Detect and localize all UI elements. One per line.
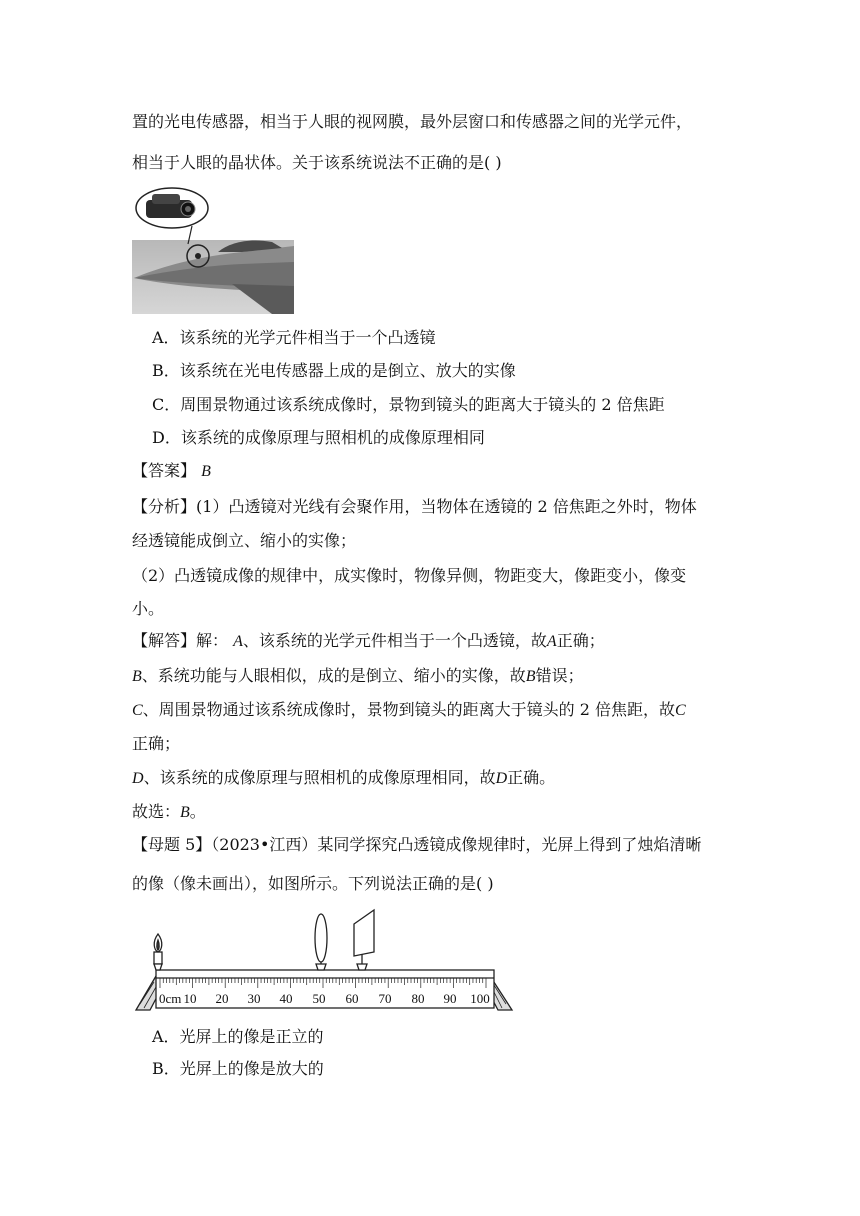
- answer-value: B: [201, 463, 211, 480]
- solution-b-ref: B: [525, 668, 536, 685]
- fighter-jet-sensor-photo: [132, 186, 294, 314]
- analysis-line-4: 小。: [132, 599, 165, 618]
- ruler-tick-label: 30: [247, 991, 261, 1006]
- analysis-text-1: (1）凸透镜对光线有会聚作用，当物体在透镜的 2 倍焦距之外时，物体: [196, 497, 697, 516]
- solution-b-end: 错误；: [535, 666, 584, 685]
- intro-line-2: 相当于人眼的晶状体。关于该系统说法不正确的是( ): [132, 153, 502, 172]
- ruler-tick-label: 60: [345, 991, 359, 1006]
- solution-line-c-end: 正确；: [132, 734, 181, 753]
- ruler-tick-label: 80: [411, 991, 425, 1006]
- answer-label: 【答案】: [132, 461, 197, 480]
- q5-option-a: A．光屏上的像是正立的: [152, 1027, 324, 1046]
- solution-d-end: 正确。: [507, 768, 556, 787]
- optical-bench-diagram: [130, 906, 520, 1016]
- ruler-tick-label: 100: [470, 991, 490, 1006]
- solution-line-a: [132, 630, 605, 653]
- analysis-line-2: 经透镜能成倒立、缩小的实像；: [132, 531, 357, 550]
- q5-line-2: 的像（像未画出），如图所示。下列说法正确的是( ): [132, 874, 494, 893]
- solution-c-letter: C: [132, 702, 143, 719]
- analysis-label: 【分析】: [132, 497, 197, 516]
- intro-line-1: 置的光电传感器，相当于人眼的视网膜，最外层窗口和传感器之间的光学元件，: [132, 112, 693, 131]
- solution-d-ref: D: [495, 770, 508, 787]
- solution-c-text: 、周围景物通过该系统成像时，景物到镜头的距离大于镜头的 2 倍焦距，故: [142, 700, 676, 719]
- solution-label: 【解答】: [132, 631, 197, 650]
- q4-option-c: C．周围景物通过该系统成像时，景物到镜头的距离大于镜头的 2 倍焦距: [152, 395, 665, 414]
- q5-option-b: B．光屏上的像是放大的: [152, 1059, 324, 1078]
- q4-option-b: B．该系统在光电传感器上成的是倒立、放大的实像: [152, 361, 516, 380]
- analysis-line-3: （2）凸透镜成像的规律中，成实像时，物像异侧，物距变大，像距变小，像变: [132, 566, 687, 585]
- solution-d-text: 、该系统的成像原理与照相机的成像原理相同，故: [143, 768, 496, 787]
- choice-end: 。: [189, 802, 206, 821]
- q5-line-1: 【母题 5】（2023•江西）某同学探究凸透镜成像规律时，光屏上得到了烛焰清晰: [132, 835, 702, 854]
- solution-choice: [132, 801, 206, 824]
- solution-c-ref: C: [675, 702, 686, 719]
- ruler-tick-label: 20: [215, 991, 229, 1006]
- solution-d-letter: D: [132, 770, 144, 787]
- choice-label: 故选：: [132, 802, 181, 821]
- q4-option-a: A．该系统的光学元件相当于一个凸透镜: [152, 328, 436, 347]
- ruler-unit-label: 0cm: [159, 991, 182, 1006]
- analysis-line-1: [132, 496, 697, 518]
- solution-a-text: 、该系统的光学元件相当于一个凸透镜，故: [242, 631, 547, 650]
- ruler-tick-label: 10: [183, 991, 197, 1006]
- solution-b-letter: B: [132, 668, 142, 685]
- q4-option-d: D．该系统的成像原理与照相机的成像原理相同: [152, 428, 485, 447]
- solution-line-c: [132, 699, 686, 722]
- solution-a-letter: A: [233, 633, 243, 650]
- solution-line-b: [132, 665, 584, 688]
- solution-intro: 解：: [196, 631, 229, 650]
- solution-a-ref: A: [546, 633, 557, 650]
- choice-value: B: [180, 804, 190, 821]
- answer-line: [132, 460, 211, 483]
- solution-b-text: 、系统功能与人眼相似，成的是倒立、缩小的实像，故: [141, 666, 526, 685]
- solution-line-d: [132, 767, 555, 790]
- solution-a-end: 正确；: [556, 631, 605, 650]
- ruler-tick-label: 40: [279, 991, 293, 1006]
- ruler-tick-label: 50: [312, 991, 326, 1006]
- ruler-tick-label: 70: [378, 991, 392, 1006]
- ruler-tick-label: 90: [443, 991, 457, 1006]
